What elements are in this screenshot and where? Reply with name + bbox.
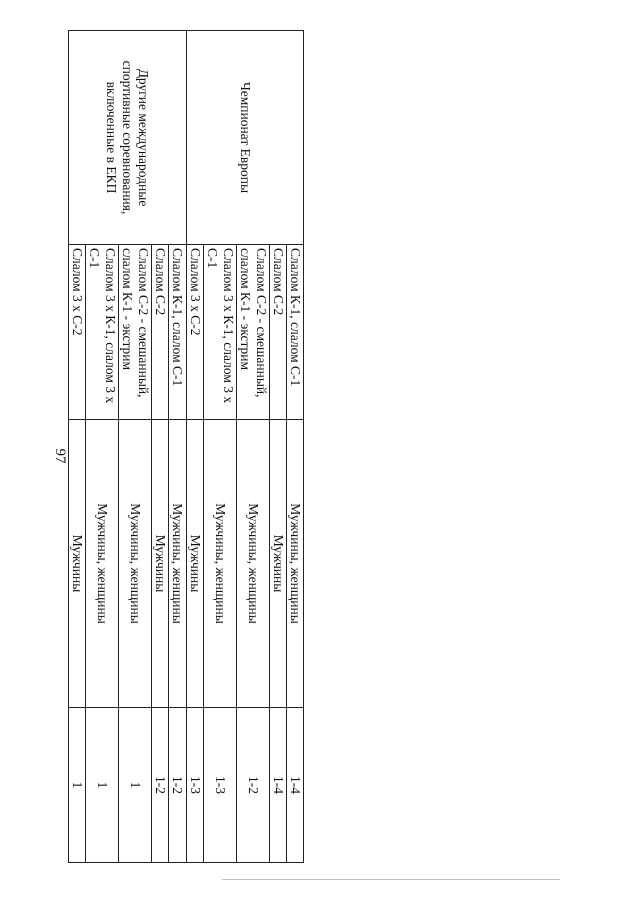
gender-cell: Мужчины, женщины	[236, 420, 269, 708]
competition-name: Другие международные спортивные соревнования, включенные в ЕКП	[69, 31, 187, 245]
places-cell: 1	[69, 708, 86, 863]
discipline-cell: Слалом 3 х С-2	[69, 245, 86, 420]
gender-cell: Мужчины	[269, 420, 286, 708]
competition-name: Чемпионат Европы	[186, 31, 303, 245]
places-cell: 1-3	[186, 708, 203, 863]
places-cell: 1-3	[203, 708, 236, 863]
places-cell: 1-4	[269, 708, 286, 863]
places-cell: 1-2	[236, 708, 269, 863]
places-cell: 1-2	[169, 708, 186, 863]
competition-table	[68, 30, 304, 863]
gender-cell: Мужчины	[186, 420, 203, 708]
rotated-table-container	[68, 30, 304, 862]
discipline-cell: Слалом 3 х К-1, слалом 3 х С-1	[203, 245, 236, 420]
places-cell: 1	[119, 708, 152, 863]
gender-cell: Мужчины, женщины	[203, 420, 236, 708]
table-row	[286, 31, 303, 863]
gender-cell: Мужчины	[69, 420, 86, 708]
discipline-cell: Слалом К-1, слалом С-1	[286, 245, 303, 420]
page-bottom-rule	[222, 879, 560, 880]
table-row	[169, 31, 186, 863]
discipline-cell: Слалом С-2	[152, 245, 169, 420]
discipline-cell: Слалом С-2	[269, 245, 286, 420]
gender-cell: Мужчины, женщины	[119, 420, 152, 708]
places-cell: 1-2	[152, 708, 169, 863]
places-cell: 1-4	[286, 708, 303, 863]
gender-cell: Мужчины, женщины	[86, 420, 119, 708]
discipline-cell: Слалом С-2 - смешанный, слалом К-1 - экстрим	[119, 245, 152, 420]
gender-cell: Мужчины, женщины	[286, 420, 303, 708]
discipline-cell: Слалом С-2 - смешанный, слалом К-1 - экстрим	[236, 245, 269, 420]
gender-cell: Мужчины	[152, 420, 169, 708]
discipline-cell: Слалом К-1, слалом С-1	[169, 245, 186, 420]
places-cell: 1	[86, 708, 119, 863]
discipline-cell: Слалом 3 х К-1, слалом 3 х С-1	[86, 245, 119, 420]
gender-cell: Мужчины, женщины	[169, 420, 186, 708]
page-number: 97	[52, 448, 68, 464]
discipline-cell: Слалом 3 х С-2	[186, 245, 203, 420]
